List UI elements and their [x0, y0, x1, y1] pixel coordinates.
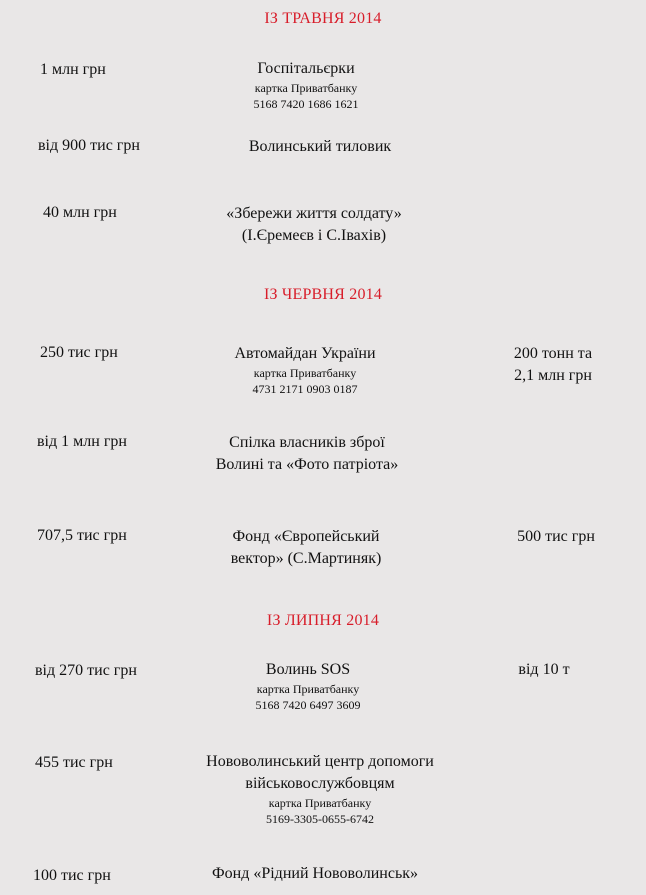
organization-block: [249, 136, 391, 158]
card-label: картка Приватбанку: [256, 682, 360, 696]
additional-contribution-line: 500 тис грн: [517, 528, 595, 545]
organization-name-line: Нововолинський центр допомоги: [206, 753, 434, 770]
section-heading-july: ІЗ ЛИПНЯ 2014: [266, 612, 380, 629]
organization-block: [254, 58, 359, 112]
organization-name: Волинь SOS: [265, 661, 351, 678]
donation-amount: від 900 тис грн: [38, 137, 140, 154]
organization-block: [256, 659, 361, 713]
donation-amount: 707,5 тис грн: [37, 527, 127, 544]
organization-block: [212, 863, 418, 885]
organization-name-line: (І.Єремеєв і С.Івахів): [241, 227, 387, 244]
card-number: 5168 7420 6497 3609: [255, 698, 361, 712]
additional-contribution-line: 2,1 млн грн: [514, 367, 592, 384]
organization-name-line: Спілка власників зброї: [229, 434, 385, 451]
additional-contribution-line: 200 тонн та: [513, 345, 593, 362]
donation-amount: 455 тис грн: [35, 754, 113, 771]
card-label: картка Приватбанку: [254, 81, 358, 95]
organization-block: [216, 432, 398, 476]
organization-block: [234, 343, 375, 397]
card-label: картка Приватбанку: [253, 366, 357, 380]
additional-contribution-line: від 10 т: [518, 661, 570, 678]
donation-amount: 1 млн грн: [40, 61, 106, 78]
organization-block: [226, 203, 401, 247]
donation-amount: 40 млн грн: [43, 204, 117, 221]
organization-block: [231, 526, 382, 570]
section-heading-may: ІЗ ТРАВНЯ 2014: [264, 10, 382, 27]
additional-contribution: [517, 526, 595, 548]
additional-contribution: [514, 343, 592, 387]
organization-name: Волинський тиловик: [248, 138, 392, 155]
organization-name-line: Волині та «Фото патріота»: [215, 456, 399, 473]
organization-name-line: військовослужбовцям: [245, 775, 395, 792]
donation-amount: від 1 млн грн: [37, 433, 127, 450]
donation-amount: 250 тис грн: [40, 344, 118, 361]
donation-amount: від 270 тис грн: [35, 662, 137, 679]
section-heading-june: ІЗ ЧЕРВНЯ 2014: [263, 286, 383, 303]
organization-name-line: «Збережи життя солдату»: [226, 205, 402, 222]
organization-block: [206, 751, 434, 827]
card-number: 5168 7420 1686 1621: [253, 97, 359, 111]
card-label: картка Приватбанку: [268, 796, 372, 810]
card-number: 4731 2171 0903 0187: [252, 382, 358, 396]
organization-name-line: вектор» (С.Мартиняк): [230, 550, 382, 567]
organization-name: Фонд «Рідний Нововолинськ»: [211, 865, 419, 882]
additional-contribution: [518, 659, 569, 681]
donation-amount: 100 тис грн: [33, 867, 111, 884]
organization-name-line: Фонд «Європейський: [232, 528, 380, 545]
organization-name: Госпітальєрки: [257, 60, 355, 77]
organization-name: Автомайдан України: [234, 345, 376, 362]
card-number: 5169-3305-0655-6742: [265, 812, 374, 826]
